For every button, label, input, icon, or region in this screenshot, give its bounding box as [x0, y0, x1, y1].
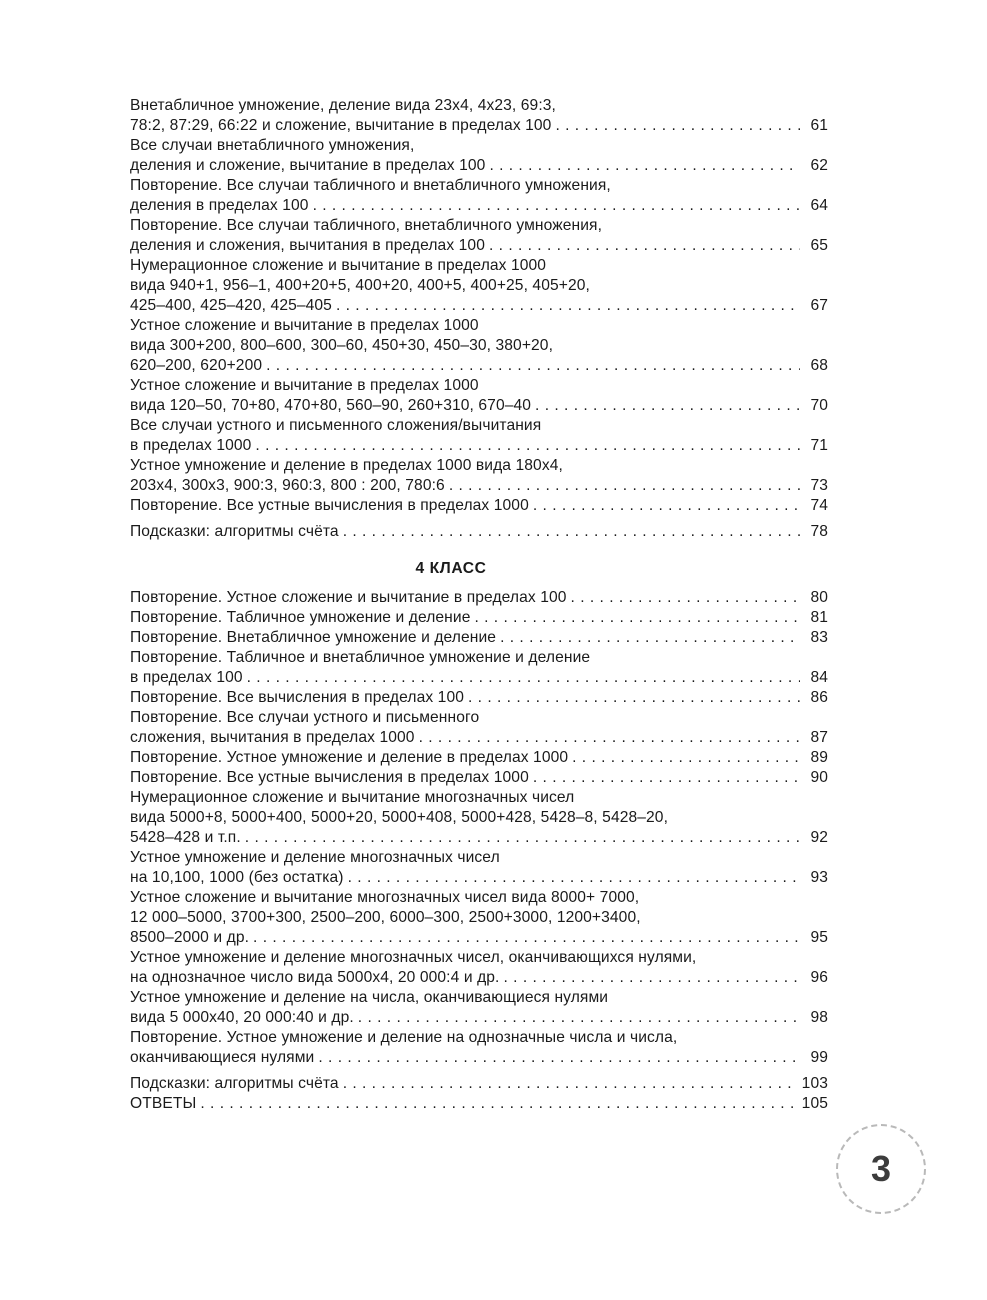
toc-entry[interactable] — [130, 376, 828, 416]
dot-leader — [489, 156, 800, 176]
toc-page-number: 84 — [810, 669, 828, 686]
toc-entry-line: вида 5000+8, 5000+400, 5000+20, 5000+408, 5000+428, 5428–8, 5428–20, — [130, 809, 669, 826]
toc-entry[interactable] — [130, 768, 828, 788]
toc-entry-last-line — [130, 728, 828, 748]
toc-entry-last-line — [130, 496, 828, 516]
toc-entry[interactable] — [130, 316, 828, 376]
dot-leader — [336, 296, 800, 316]
toc-entry[interactable] — [130, 522, 828, 542]
toc-page-number: 67 — [810, 297, 828, 314]
toc-entry-last-line — [130, 1008, 828, 1028]
toc-entry-title: Подсказки: алгоритмы счёта — [130, 523, 339, 540]
toc-entry-last-line — [130, 1048, 828, 1068]
toc-page-number: 93 — [810, 869, 828, 886]
toc-entry[interactable] — [130, 628, 828, 648]
toc-entry[interactable] — [130, 136, 828, 176]
toc-page-number: 103 — [801, 1075, 828, 1092]
toc-entry[interactable] — [130, 1074, 828, 1094]
toc-entry[interactable] — [130, 1028, 828, 1068]
dot-leader — [533, 768, 800, 788]
toc-entry-line: Внетабличное умножение, деление вида 23х4, 4х23, 69:3, — [130, 97, 556, 114]
toc-entry[interactable] — [130, 216, 828, 256]
toc-entry-title: сложения, вычитания в пределах 1000 — [130, 729, 415, 746]
toc-entry[interactable] — [130, 848, 828, 888]
toc-entry-line: Устное умножение и деление многозначных чисел — [130, 849, 500, 866]
dot-leader — [343, 522, 800, 542]
dot-leader — [533, 496, 800, 516]
toc-entry-last-line — [130, 928, 828, 948]
toc-entry-title: ОТВЕТЫ — [130, 1095, 197, 1112]
toc-entry[interactable] — [130, 96, 828, 136]
toc-page-number: 68 — [810, 357, 828, 374]
toc-entry-last-line — [130, 748, 828, 768]
toc-entry[interactable] — [130, 708, 828, 748]
toc-entry[interactable] — [130, 416, 828, 456]
toc-entry-last-line — [130, 608, 828, 628]
toc-entry[interactable] — [130, 788, 828, 848]
toc-entry-title: Подсказки: алгоритмы счёта — [130, 1075, 339, 1092]
toc-entry[interactable] — [130, 496, 828, 516]
toc-entry-last-line — [130, 156, 828, 176]
dot-leader — [318, 1048, 800, 1068]
dot-leader — [266, 356, 800, 376]
toc-entry-last-line — [130, 688, 828, 708]
toc-entry-line: Нумерационное сложение и вычитание в пределах 1000 — [130, 257, 547, 274]
toc-entry-title: Повторение. Все устные вычисления в пределах 1000 — [130, 769, 529, 786]
toc-entry-last-line — [130, 668, 828, 688]
toc-entry[interactable] — [130, 588, 828, 608]
toc-entry-line: Повторение. Все случаи табличного, внетабличного умножения, — [130, 217, 603, 234]
toc-entry-last-line — [130, 828, 828, 848]
toc-entry-line: Повторение. Устное умножение и деление на однозначные числа и числа, — [130, 1029, 678, 1046]
toc-entry-title: деления и сложение, вычитание в пределах 100 — [130, 157, 486, 174]
dot-leader — [571, 588, 800, 608]
toc-entry[interactable] — [130, 608, 828, 628]
toc-page-number: 81 — [810, 609, 828, 626]
dot-leader — [245, 828, 800, 848]
toc-entry-last-line — [130, 768, 828, 788]
toc-entry-title: на однозначное число вида 5000х4, 20 000:4 и др. — [130, 969, 500, 986]
toc-entry-last-line — [130, 116, 828, 136]
toc-entry-title: оканчивающиеся нулями — [130, 1049, 315, 1066]
toc-entry-last-line — [130, 356, 828, 376]
toc-entry-line: Устное сложение и вычитание многозначных чисел вида 8000+ 7000, — [130, 889, 640, 906]
toc-entry-line: 12 000–5000, 3700+300, 2500–200, 6000–300, 2500+3000, 1200+3400, — [130, 909, 641, 926]
toc-entry-last-line — [130, 196, 828, 216]
dot-leader — [474, 608, 800, 628]
dot-leader — [343, 1074, 798, 1094]
toc-page-number: 87 — [810, 729, 828, 746]
toc-entry-line: вида 300+200, 800–600, 300–60, 450+30, 450–30, 380+20, — [130, 337, 554, 354]
toc-entry-line: Все случаи устного и письменного сложения/вычитания — [130, 417, 542, 434]
toc-entry[interactable] — [130, 1094, 828, 1114]
toc-entry-line: Устное умножение и деление в пределах 1000 вида 180х4, — [130, 457, 563, 474]
toc-entry[interactable] — [130, 648, 828, 688]
toc-page-number: 86 — [810, 689, 828, 706]
toc-entry[interactable] — [130, 456, 828, 496]
toc-entry-title: в пределах 1000 — [130, 437, 252, 454]
toc-page-number: 73 — [810, 477, 828, 494]
toc-entry-title: Повторение. Табличное умножение и деление — [130, 609, 471, 626]
toc-page-number: 61 — [810, 117, 828, 134]
toc-entry-last-line — [130, 968, 828, 988]
dot-leader — [535, 396, 800, 416]
toc-entry-line: Устное умножение и деление на числа, оканчивающиеся нулями — [130, 989, 609, 1006]
dot-leader — [489, 236, 800, 256]
dot-leader — [313, 196, 800, 216]
toc-page-number: 92 — [810, 829, 828, 846]
toc-entry[interactable] — [130, 748, 828, 768]
toc-page-number: 80 — [810, 589, 828, 606]
toc-page-number: 64 — [810, 197, 828, 214]
toc-page-number: 74 — [810, 497, 828, 514]
toc-entry-line: вида 940+1, 956–1, 400+20+5, 400+20, 400+5, 400+25, 405+20, — [130, 277, 590, 294]
toc-entry-title: Повторение. Все устные вычисления в пределах 1000 — [130, 497, 529, 514]
toc-entry-last-line — [130, 476, 828, 496]
toc-entry-title: 203х4, 300х3, 900:3, 960:3, 800 : 200, 780:6 — [130, 477, 445, 494]
page-number-badge: 3 — [836, 1124, 926, 1214]
toc-entry-line: Повторение. Все случаи устного и письменного — [130, 709, 480, 726]
toc-entry-last-line — [130, 628, 828, 648]
dot-leader — [247, 668, 800, 688]
toc-entry-last-line — [130, 296, 828, 316]
toc-entry[interactable] — [130, 948, 828, 988]
toc-entry-title: 8500–2000 и др. — [130, 929, 250, 946]
toc-entry[interactable] — [130, 688, 828, 708]
toc-entry-last-line — [130, 236, 828, 256]
toc-page-number: 62 — [810, 157, 828, 174]
toc-entry-line: Повторение. Все случаи табличного и внетабличного умножения, — [130, 177, 611, 194]
toc-entry-title: деления и сложения, вычитания в пределах 100 — [130, 237, 485, 254]
toc-page-number: 70 — [810, 397, 828, 414]
toc-page-number: 105 — [801, 1095, 828, 1112]
toc-page-number: 96 — [810, 969, 828, 986]
dot-leader — [419, 728, 800, 748]
toc-page-number: 99 — [810, 1049, 828, 1066]
toc-entry-last-line — [130, 522, 828, 542]
toc-page-number: 98 — [810, 1009, 828, 1026]
toc-entry-title: Повторение. Устное сложение и вычитание в пределах 100 — [130, 589, 567, 606]
toc-entry-line: Нумерационное сложение и вычитание многозначных чисел — [130, 789, 575, 806]
toc-entry-last-line — [130, 436, 828, 456]
toc-entry-title: Повторение. Устное умножение и деление в пределах 1000 — [130, 749, 569, 766]
dot-leader — [468, 688, 800, 708]
toc-entry-title: деления в пределах 100 — [130, 197, 309, 214]
dot-leader — [500, 628, 800, 648]
dot-leader — [572, 748, 800, 768]
toc-entry-title: на 10,100, 1000 (без остатка) — [130, 869, 344, 886]
toc-entry-line: Все случаи внетабличного умножения, — [130, 137, 415, 154]
toc-entry-last-line — [130, 588, 828, 608]
toc-entry[interactable] — [130, 988, 828, 1028]
toc-page-number: 78 — [810, 523, 828, 540]
dot-leader — [449, 476, 800, 496]
toc-entry-line: Устное умножение и деление многозначных чисел, оканчивающихся нулями, — [130, 949, 697, 966]
section-heading: 4 КЛАСС — [415, 560, 487, 577]
dot-leader — [358, 1008, 800, 1028]
toc-page-number: 95 — [810, 929, 828, 946]
toc-entry-title: вида 120–50, 70+80, 470+80, 560–90, 260+310, 670–40 — [130, 397, 532, 414]
toc-entry-title: Повторение. Все вычисления в пределах 100 — [130, 689, 464, 706]
toc-entry-title: Повторение. Внетабличное умножение и деление — [130, 629, 497, 646]
toc-entry-title: 620–200, 620+200 — [130, 357, 263, 374]
toc-entry-last-line — [130, 396, 828, 416]
toc-entry[interactable] — [130, 256, 828, 316]
toc-entry[interactable] — [130, 888, 828, 948]
table-of-contents — [130, 96, 828, 1114]
toc-entry-last-line — [130, 868, 828, 888]
dot-leader — [555, 116, 800, 136]
toc-entry-last-line — [130, 1074, 828, 1094]
dot-leader — [503, 968, 800, 988]
toc-entry-title: 5428–428 и т.п. — [130, 829, 241, 846]
dot-leader — [348, 868, 800, 888]
dot-leader — [255, 436, 800, 456]
toc-page-number: 90 — [810, 769, 828, 786]
toc-entry-line: Повторение. Табличное и внетабличное умножение и деление — [130, 649, 591, 666]
toc-entry-line: Устное сложение и вычитание в пределах 1000 — [130, 317, 479, 334]
toc-entry[interactable] — [130, 176, 828, 216]
toc-entry-line: Устное сложение и вычитание в пределах 1000 — [130, 377, 479, 394]
toc-entry-title: 78:2, 87:29, 66:22 и сложение, вычитание в пределах 100 — [130, 117, 552, 134]
toc-page-number: 71 — [810, 437, 828, 454]
dot-leader — [200, 1094, 797, 1114]
toc-section-grade-3 — [130, 96, 828, 542]
toc-page-number: 83 — [810, 629, 828, 646]
toc-section-grade-4 — [130, 588, 828, 1114]
toc-entry-title: 425–400, 425–420, 425–405 — [130, 297, 332, 314]
toc-page-number: 65 — [810, 237, 828, 254]
dot-leader — [253, 928, 800, 948]
toc-entry-title: в пределах 100 — [130, 669, 243, 686]
toc-entry-last-line — [130, 1094, 828, 1114]
toc-entry-title: вида 5 000х40, 20 000:40 и др. — [130, 1009, 354, 1026]
toc-page-number: 89 — [810, 749, 828, 766]
